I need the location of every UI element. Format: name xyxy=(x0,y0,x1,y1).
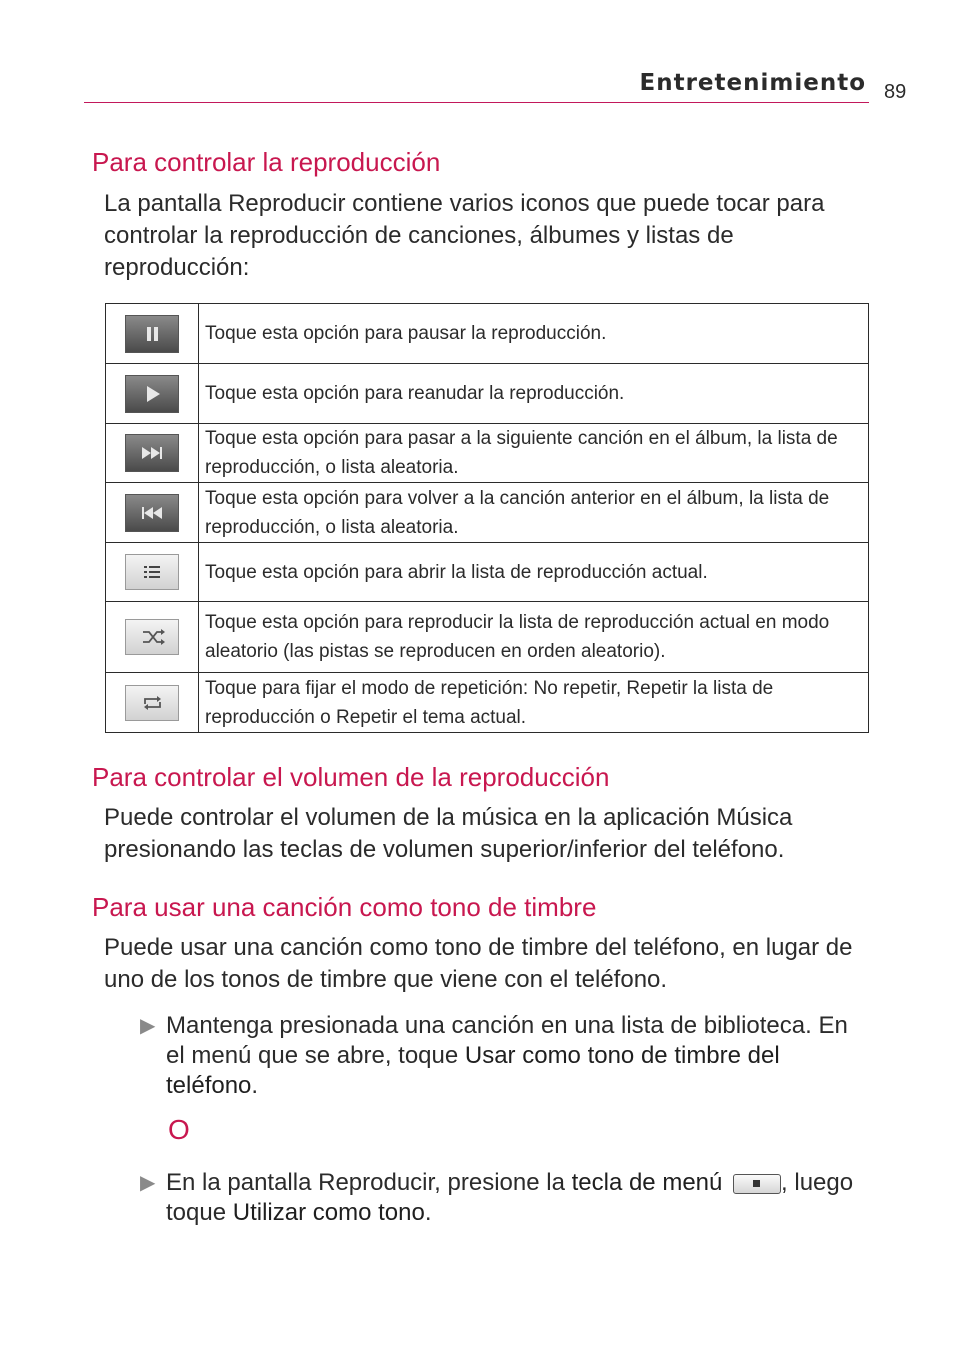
instruction-item: ▶ Mantenga presionada una canción en una lista de biblioteca. En el menú que se abre, toque Usar como tono de timbre del teléfono. xyxy=(140,1012,848,1099)
section-heading-playback: Para controlar la reproducción xyxy=(92,147,441,177)
or-separator: O xyxy=(168,1114,190,1145)
page-number: 89 xyxy=(884,81,907,103)
table-row xyxy=(106,543,869,602)
control-description: Toque esta opción para reanudar la reproducción. xyxy=(199,364,869,424)
key-name: tecla de menú xyxy=(571,1169,723,1196)
controls-table xyxy=(105,303,869,733)
shuffle-icon xyxy=(125,619,179,655)
table-row xyxy=(106,304,869,364)
repeat-icon xyxy=(125,685,179,721)
bullet-arrow-icon: ▶ xyxy=(140,1172,156,1194)
page-header-title: Entretenimiento xyxy=(639,70,866,96)
section-body-volume: Puede controlar el volumen de la música en la aplicación Música presionando las teclas de volumen superior/inferior del teléfono. xyxy=(104,804,793,863)
control-description: Toque esta opción para reproducir la lista de reproducción actual en modo aleatorio (las pistas se reproducen en orden aleatorio). xyxy=(199,602,869,673)
control-description: Toque para fijar el modo de repetición: No repetir, Repetir la lista de reproducción o Repetir el tema actual. xyxy=(199,673,869,733)
option-name: Usar como tono de timbre del teléfono xyxy=(166,1042,780,1099)
control-description: Toque esta opción para volver a la canción anterior en el álbum, la lista de reproducción, o lista aleatoria. xyxy=(199,483,869,543)
control-description: Toque esta opción para abrir la lista de reproducción actual. xyxy=(199,543,869,602)
bullet-arrow-icon: ▶ xyxy=(140,1015,156,1037)
section-body-ringtone: Puede usar una canción como tono de timbre del teléfono, en lugar de uno de los tonos de timbre que viene con el teléfono. xyxy=(104,934,853,993)
header-rule xyxy=(84,102,869,103)
table-row xyxy=(106,364,869,424)
pause-icon xyxy=(125,315,179,353)
section-heading-volume: Para controlar el volumen de la reproducción xyxy=(92,762,610,792)
control-description: Toque esta opción para pasar a la siguiente canción en el álbum, la lista de reproducción, o lista aleatoria. xyxy=(199,424,869,483)
instruction-item: ▶ En la pantalla Reproducir, presione la tecla de menú , luego toque Utilizar como tono. xyxy=(140,1169,854,1226)
fast-forward-icon xyxy=(125,434,179,472)
table-row xyxy=(106,424,869,483)
section-intro-playback: La pantalla Reproducir contiene varios iconos que puede tocar para controlar la reproducción de canciones, álbumes y listas de reproducción: xyxy=(104,190,825,281)
table-row xyxy=(106,602,869,673)
section-heading-ringtone: Para usar una canción como tono de timbre xyxy=(92,892,597,922)
menu-key-icon xyxy=(733,1174,781,1194)
instruction-text: Mantenga presionada una canción en una lista de biblioteca. En el menú que se abre, toque xyxy=(166,1012,848,1069)
rewind-icon xyxy=(125,494,179,532)
control-description: Toque esta opción para pausar la reproducción. xyxy=(199,304,869,364)
option-name: Utilizar como tono xyxy=(232,1199,425,1226)
playlist-icon xyxy=(125,554,179,590)
table-row xyxy=(106,483,869,543)
instruction-text: En la pantalla Reproducir, presione la xyxy=(166,1169,572,1196)
play-icon xyxy=(125,375,179,413)
table-row xyxy=(106,673,869,733)
